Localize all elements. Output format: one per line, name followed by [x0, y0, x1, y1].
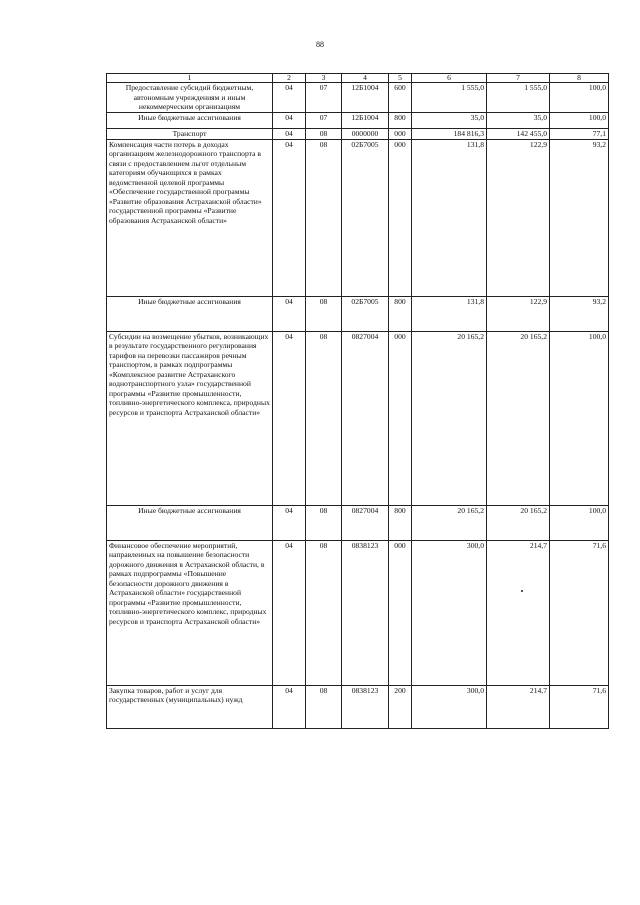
- column-header: 2: [273, 74, 306, 83]
- row-name: Иные бюджетные ассигнования: [107, 296, 273, 331]
- cell-c2: 04: [273, 331, 306, 505]
- cell-c8: 93,2: [550, 139, 609, 296]
- row-name: Иные бюджетные ассигнования: [107, 505, 273, 540]
- table-row: [107, 331, 609, 505]
- scan-speck: [521, 590, 523, 592]
- column-header: 8: [550, 74, 609, 83]
- cell-c8: 100,0: [550, 83, 609, 113]
- cell-c3: 07: [306, 83, 342, 113]
- table-row: [107, 112, 609, 128]
- cell-c2: 04: [273, 296, 306, 331]
- row-name: Предоставление субсидий бюджетным, автономным учреждениям и иным некоммерческим организациям: [107, 83, 273, 113]
- cell-c2: 04: [273, 112, 306, 128]
- cell-c2: 04: [273, 505, 306, 540]
- cell-c8: 71,6: [550, 685, 609, 728]
- table-row: [107, 139, 609, 296]
- cell-c5: 000: [389, 331, 412, 505]
- cell-c4: 0000000: [342, 128, 389, 139]
- row-name: Финансовое обеспечение мероприятий, направленных на повышение безопасности дорожного движения в Астраханской области, в рамках подпрограммы «Повышение безопасности дорожного движения в Астраханской области» государственной программы «Развитие промышленности, топливно-энергетического комплекс, природных ресурсов и транспорта Астраханской области»: [107, 540, 273, 685]
- cell-c4: 0838123: [342, 540, 389, 685]
- cell-c6: 35,0: [412, 112, 487, 128]
- cell-c2: 04: [273, 128, 306, 139]
- cell-c5: 200: [389, 685, 412, 728]
- cell-c7: 122,9: [487, 296, 550, 331]
- cell-c7: 142 455,0: [487, 128, 550, 139]
- column-header: 5: [389, 74, 412, 83]
- cell-c5: 000: [389, 139, 412, 296]
- cell-c8: 100,0: [550, 505, 609, 540]
- cell-c3: 08: [306, 128, 342, 139]
- cell-c3: 08: [306, 296, 342, 331]
- cell-c6: 20 165,2: [412, 331, 487, 505]
- cell-c3: 08: [306, 139, 342, 296]
- column-header: 6: [412, 74, 487, 83]
- cell-c7: 214,7: [487, 685, 550, 728]
- cell-c8: 100,0: [550, 331, 609, 505]
- cell-c7: 1 555,0: [487, 83, 550, 113]
- row-name: Закупка товаров, работ и услуг для государственных (муниципальных) нужд: [107, 685, 273, 728]
- cell-c5: 800: [389, 505, 412, 540]
- row-name: Иные бюджетные ассигнования: [107, 112, 273, 128]
- cell-c7: 20 165,2: [487, 331, 550, 505]
- cell-c4: 0838123: [342, 685, 389, 728]
- cell-c6: 1 555,0: [412, 83, 487, 113]
- cell-c7: 20 165,2: [487, 505, 550, 540]
- cell-c5: 000: [389, 540, 412, 685]
- cell-c4: 12Б1004: [342, 83, 389, 113]
- cell-c8: 100,0: [550, 112, 609, 128]
- cell-c8: 71,6: [550, 540, 609, 685]
- cell-c6: 300,0: [412, 540, 487, 685]
- row-name: Компенсация части потерь в доходах организациям железнодорожного транспорта в связи с предоставлением льгот отдельным категориям обучающихся в рамках ведомственной целевой программы «Обеспечение государственной программы «Развитие образования Астраханской области» государственной программы «Развитие образования Астраханской области»: [107, 139, 273, 296]
- cell-c4: 12Б1004: [342, 112, 389, 128]
- cell-c5: 800: [389, 296, 412, 331]
- cell-c5: 000: [389, 128, 412, 139]
- cell-c7: 122,9: [487, 139, 550, 296]
- cell-c3: 08: [306, 540, 342, 685]
- table-row: [107, 128, 609, 139]
- cell-c6: 184 816,3: [412, 128, 487, 139]
- row-name: Субсидии на возмещение убытков, возникающих в результате государственного регулирования тарифов на перевозки пассажиров речным транспортом, в рамках подпрограммы «Комплексное развитие Астраханского воднотранспортного узла» государственной программы «Развитие промышленности, топливно-энергетического комплекса, природных ресурсов и транспорта Астраханской области»: [107, 331, 273, 505]
- cell-c4: 0827004: [342, 505, 389, 540]
- cell-c2: 04: [273, 540, 306, 685]
- cell-c3: 08: [306, 685, 342, 728]
- page-number: 88: [316, 40, 324, 49]
- table-row: [107, 505, 609, 540]
- cell-c6: 300,0: [412, 685, 487, 728]
- cell-c4: 02Б7005: [342, 296, 389, 331]
- cell-c5: 800: [389, 112, 412, 128]
- column-header: 7: [487, 74, 550, 83]
- table-row: [107, 83, 609, 113]
- cell-c2: 04: [273, 139, 306, 296]
- cell-c8: 93,2: [550, 296, 609, 331]
- budget-table: [106, 73, 609, 729]
- cell-c3: 08: [306, 331, 342, 505]
- column-header: 3: [306, 74, 342, 83]
- cell-c6: 20 165,2: [412, 505, 487, 540]
- column-header: 4: [342, 74, 389, 83]
- column-header: 1: [107, 74, 273, 83]
- cell-c2: 04: [273, 685, 306, 728]
- cell-c4: 0827004: [342, 331, 389, 505]
- cell-c3: 08: [306, 505, 342, 540]
- cell-c2: 04: [273, 83, 306, 113]
- cell-c6: 131,8: [412, 139, 487, 296]
- table-row: [107, 296, 609, 331]
- cell-c3: 07: [306, 112, 342, 128]
- cell-c7: 35,0: [487, 112, 550, 128]
- cell-c6: 131,8: [412, 296, 487, 331]
- table-row: [107, 540, 609, 685]
- cell-c4: 02Б7005: [342, 139, 389, 296]
- row-name: Транспорт: [107, 128, 273, 139]
- cell-c7: 214,7: [487, 540, 550, 685]
- table-row: [107, 685, 609, 728]
- cell-c5: 600: [389, 83, 412, 113]
- cell-c8: 77,1: [550, 128, 609, 139]
- header-row: [107, 74, 609, 83]
